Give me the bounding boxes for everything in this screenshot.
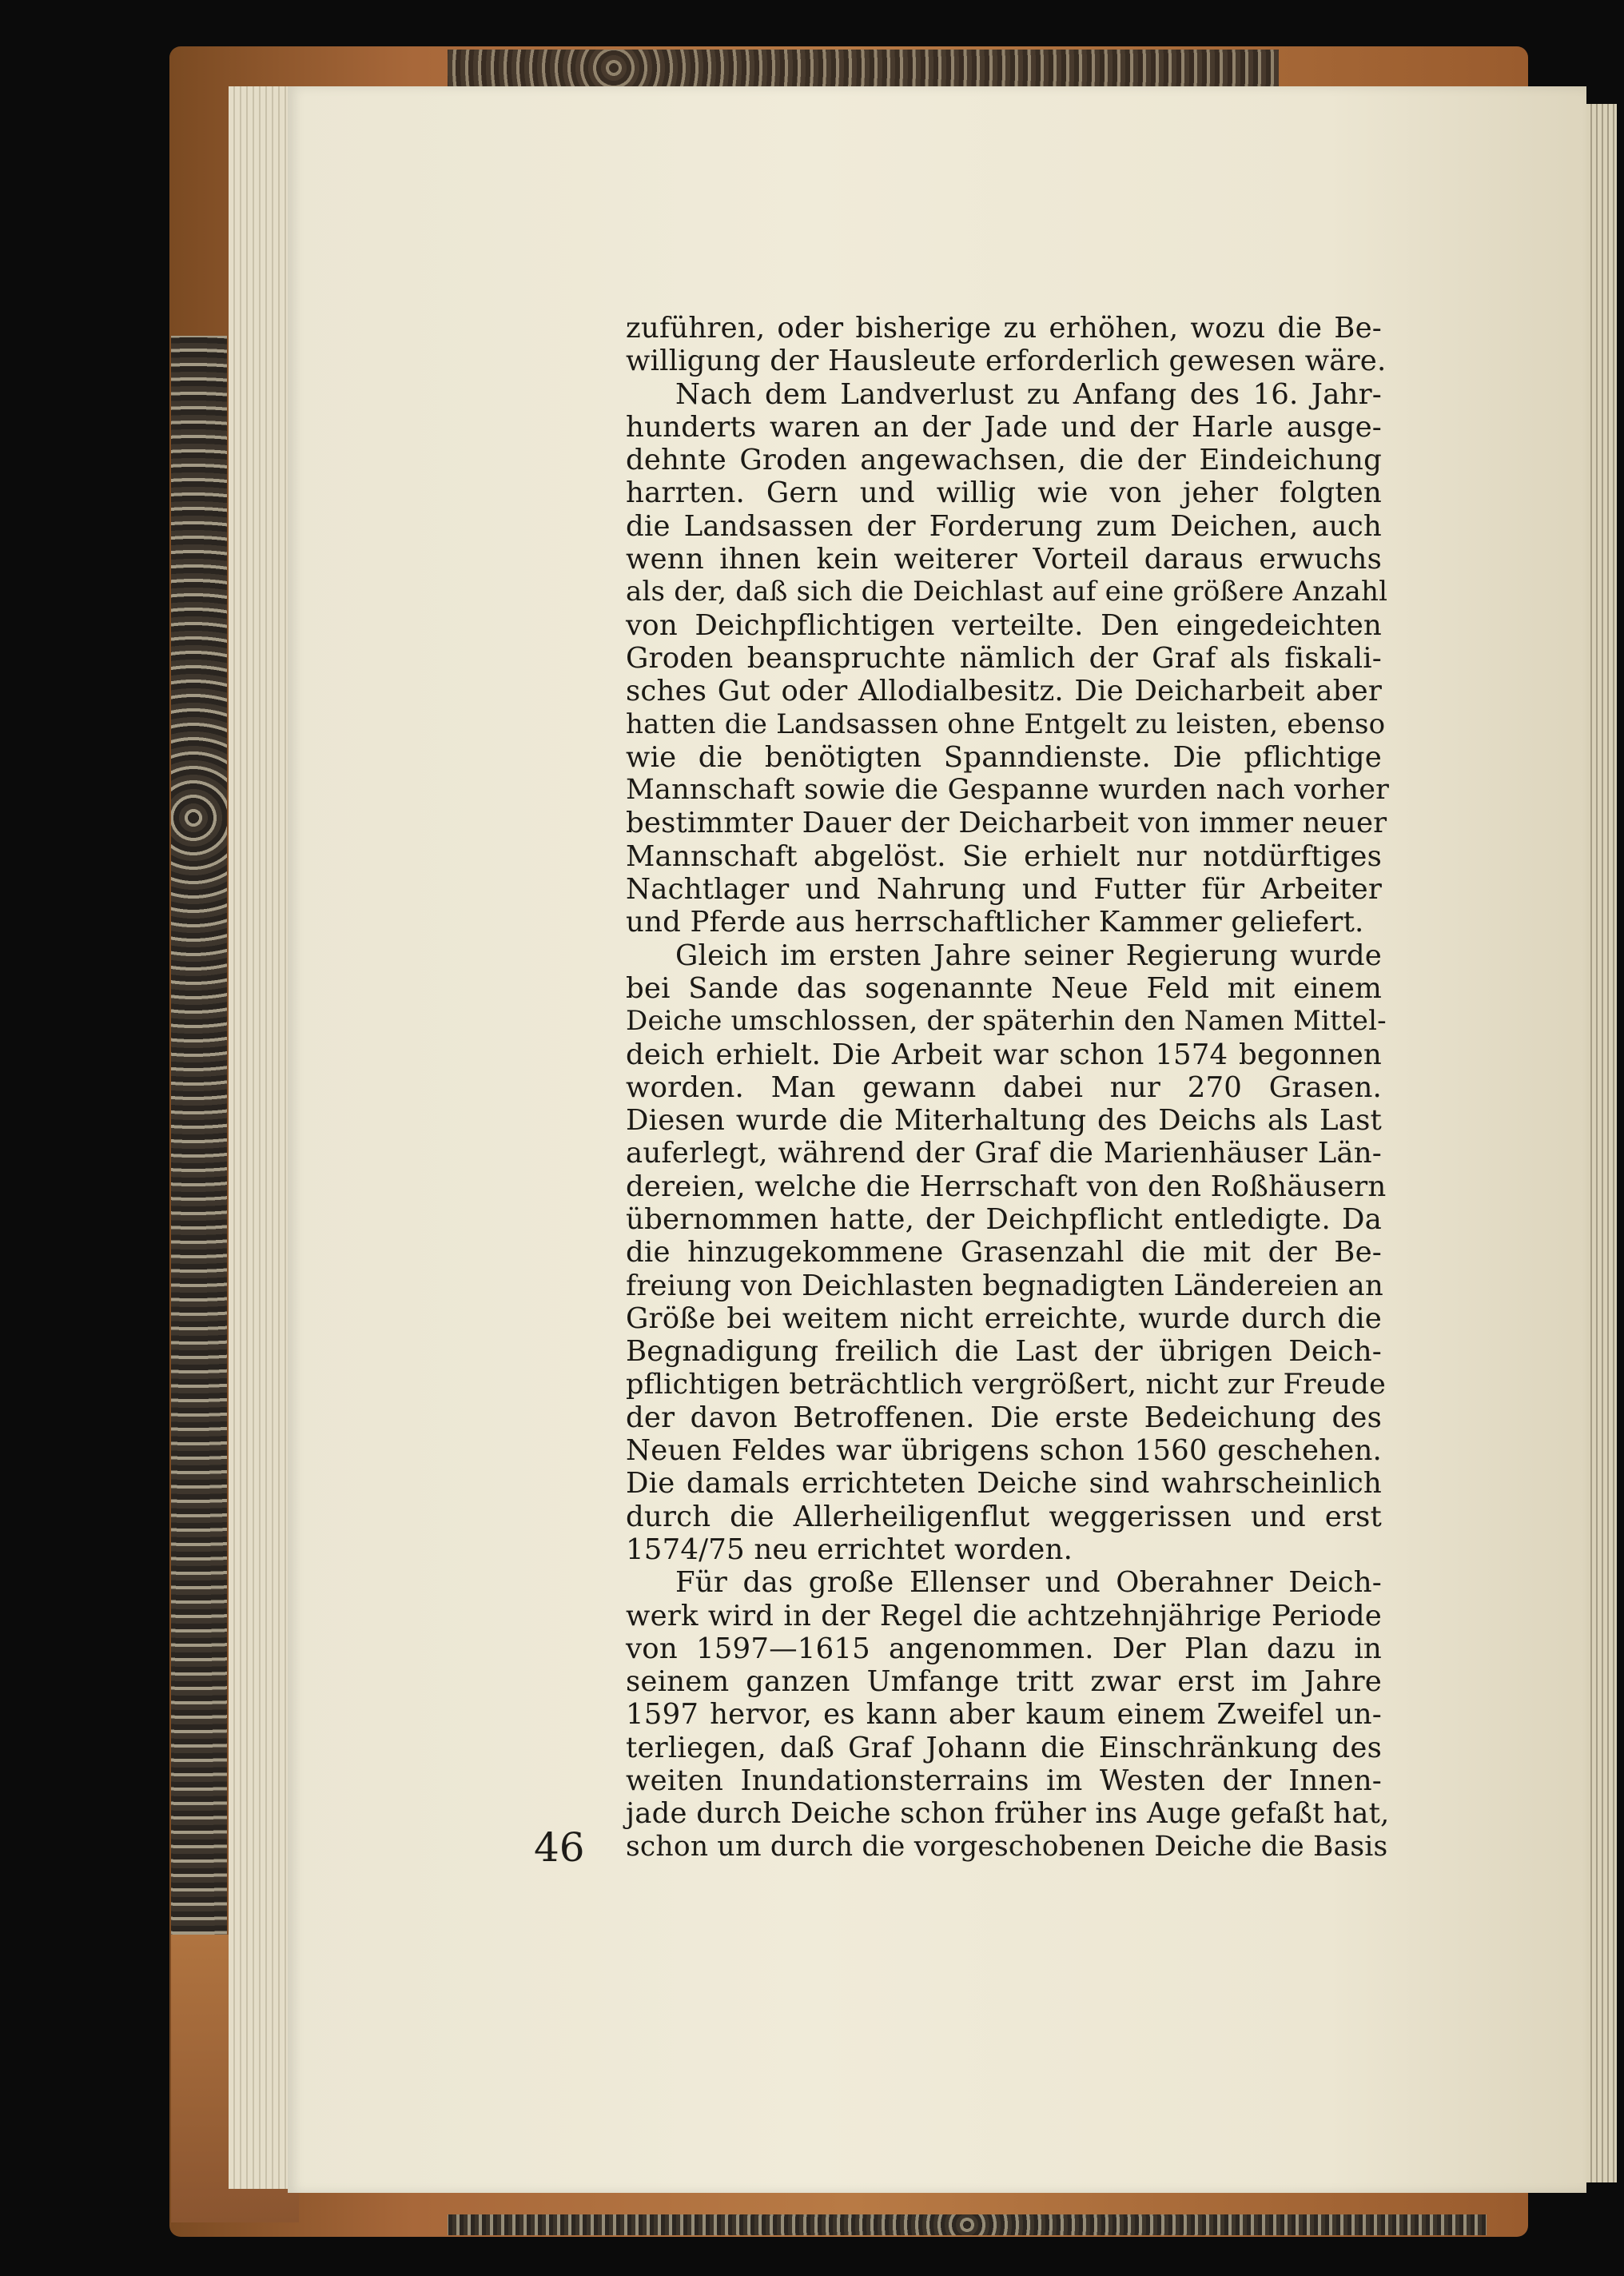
text-line: von Deichpflichtigen verteilte. Den eingedeichten bbox=[626, 608, 1382, 642]
page-fore-edge bbox=[1586, 104, 1617, 2182]
text-line: 1597 hervor, es kann aber kaum einem Zweifel un- bbox=[626, 1698, 1382, 1732]
text-line: deich erhielt. Die Arbeit war schon 1574 begonnen bbox=[626, 1038, 1382, 1071]
text-line: als der, daß sich die Deichlast auf eine größere Anzahl bbox=[626, 576, 1388, 608]
text-line: hatten die Landsassen ohne Entgelt zu leisten, ebenso bbox=[626, 708, 1386, 740]
page-number: 46 bbox=[534, 1824, 585, 1871]
text-line: Deiche umschlossen, der späterhin den Namen Mittel- bbox=[626, 1005, 1387, 1038]
text-line: der davon Betroffenen. Die erste Bedeichung des bbox=[626, 1401, 1382, 1434]
text-line: willigung der Hausleute erforderlich gewesen wäre. bbox=[626, 345, 1387, 378]
text-line: dehnte Groden angewachsen, die der Eindeichung bbox=[626, 444, 1382, 477]
text-line: bei Sande das sogenannte Neue Feld mit einem bbox=[626, 971, 1382, 1005]
text-line: pflichtigen beträchtlich vergrößert, nicht zur Freude bbox=[626, 1368, 1387, 1401]
text-line: auferlegt, während der Graf die Marienhäuser Län- bbox=[626, 1137, 1382, 1170]
text-line: Groden beanspruchte nämlich der Graf als fiskali- bbox=[626, 641, 1382, 675]
text-line: Mannschaft sowie die Gespanne wurden nach vorher bbox=[626, 774, 1390, 807]
text-line: freiung von Deichlasten begnadigten Ländereien an bbox=[626, 1269, 1383, 1302]
body-text bbox=[626, 312, 1390, 1863]
text-line: wie die benötigten Spanndienste. Die pflichtige bbox=[626, 740, 1382, 774]
text-line: Die damals errichteten Deiche sind wahrscheinlich bbox=[626, 1467, 1382, 1501]
text-line: von 1597—1615 angenommen. Der Plan dazu in bbox=[626, 1632, 1382, 1665]
text-line: Neuen Feldes war übrigens schon 1560 geschehen. bbox=[626, 1434, 1382, 1468]
text-line: hunderts waren an der Jade und der Harle ausge- bbox=[626, 410, 1382, 444]
text-line: übernommen hatte, der Deichpflicht entledigte. Da bbox=[626, 1203, 1382, 1237]
marbled-endpaper-top bbox=[448, 50, 1279, 86]
text-line: dereien, welche die Herrschaft von den Roßhäusern bbox=[626, 1170, 1387, 1203]
text-line: zuführen, oder bisherige zu erhöhen, wozu die Be- bbox=[626, 312, 1382, 345]
text-line: und Pferde aus herrschaftlicher Kammer geliefert. bbox=[626, 906, 1364, 939]
text-line: bestimmter Dauer der Deicharbeit von immer neuer bbox=[626, 807, 1387, 840]
text-line: Nachtlager und Nahrung und Futter für Arbeiter bbox=[626, 873, 1382, 907]
text-line: sches Gut oder Allodialbesitz. Die Deicharbeit aber bbox=[626, 675, 1382, 708]
text-line: Nach dem Landverlust zu Anfang des 16. Jahr- bbox=[675, 377, 1382, 411]
text-line: seinem ganzen Umfange tritt zwar erst im Jahre bbox=[626, 1665, 1382, 1699]
text-line: jade durch Deiche schon früher ins Auge gefaßt hat, bbox=[626, 1797, 1390, 1831]
marbled-endpaper-left bbox=[171, 336, 227, 1943]
text-line: 1574/75 neu errichtet worden. bbox=[626, 1533, 1073, 1566]
text-line: terliegen, daß Graf Johann die Einschränkung des bbox=[626, 1731, 1382, 1764]
text-line: Begnadigung freilich die Last der übrigen Deich- bbox=[626, 1335, 1382, 1369]
text-line: worden. Man gewann dabei nur 270 Grasen. bbox=[626, 1070, 1382, 1104]
text-line: durch die Allerheiligenflut weggerissen und erst bbox=[626, 1500, 1382, 1533]
text-line: Größe bei weitem nicht erreichte, wurde durch die bbox=[626, 1301, 1382, 1335]
text-line: harrten. Gern und willig wie von jeher folgten bbox=[626, 476, 1382, 510]
text-line: Für das große Ellenser und Oberahner Deich- bbox=[675, 1566, 1382, 1600]
text-line: schon um durch die vorgeschobenen Deiche die Basis bbox=[626, 1830, 1388, 1863]
text-line: werk wird in der Regel die achtzehnjährige Periode bbox=[626, 1599, 1382, 1632]
text-line: die hinzugekommene Grasenzahl die mit der Be- bbox=[626, 1236, 1382, 1270]
text-line: Gleich im ersten Jahre seiner Regierung wurde bbox=[675, 939, 1382, 972]
text-line: weiten Inundationsterrains im Westen der Innen- bbox=[626, 1764, 1382, 1798]
text-line: wenn ihnen kein weiterer Vorteil daraus erwuchs bbox=[626, 543, 1382, 576]
marbled-endpaper-bottom bbox=[448, 2214, 1487, 2235]
text-line: Mannschaft abgelöst. Sie erhielt nur notdürftiges bbox=[626, 839, 1382, 873]
text-line: Diesen wurde die Miterhaltung des Deichs als Last bbox=[626, 1104, 1382, 1138]
text-line: die Landsassen der Forderung zum Deichen, auch bbox=[626, 509, 1382, 543]
